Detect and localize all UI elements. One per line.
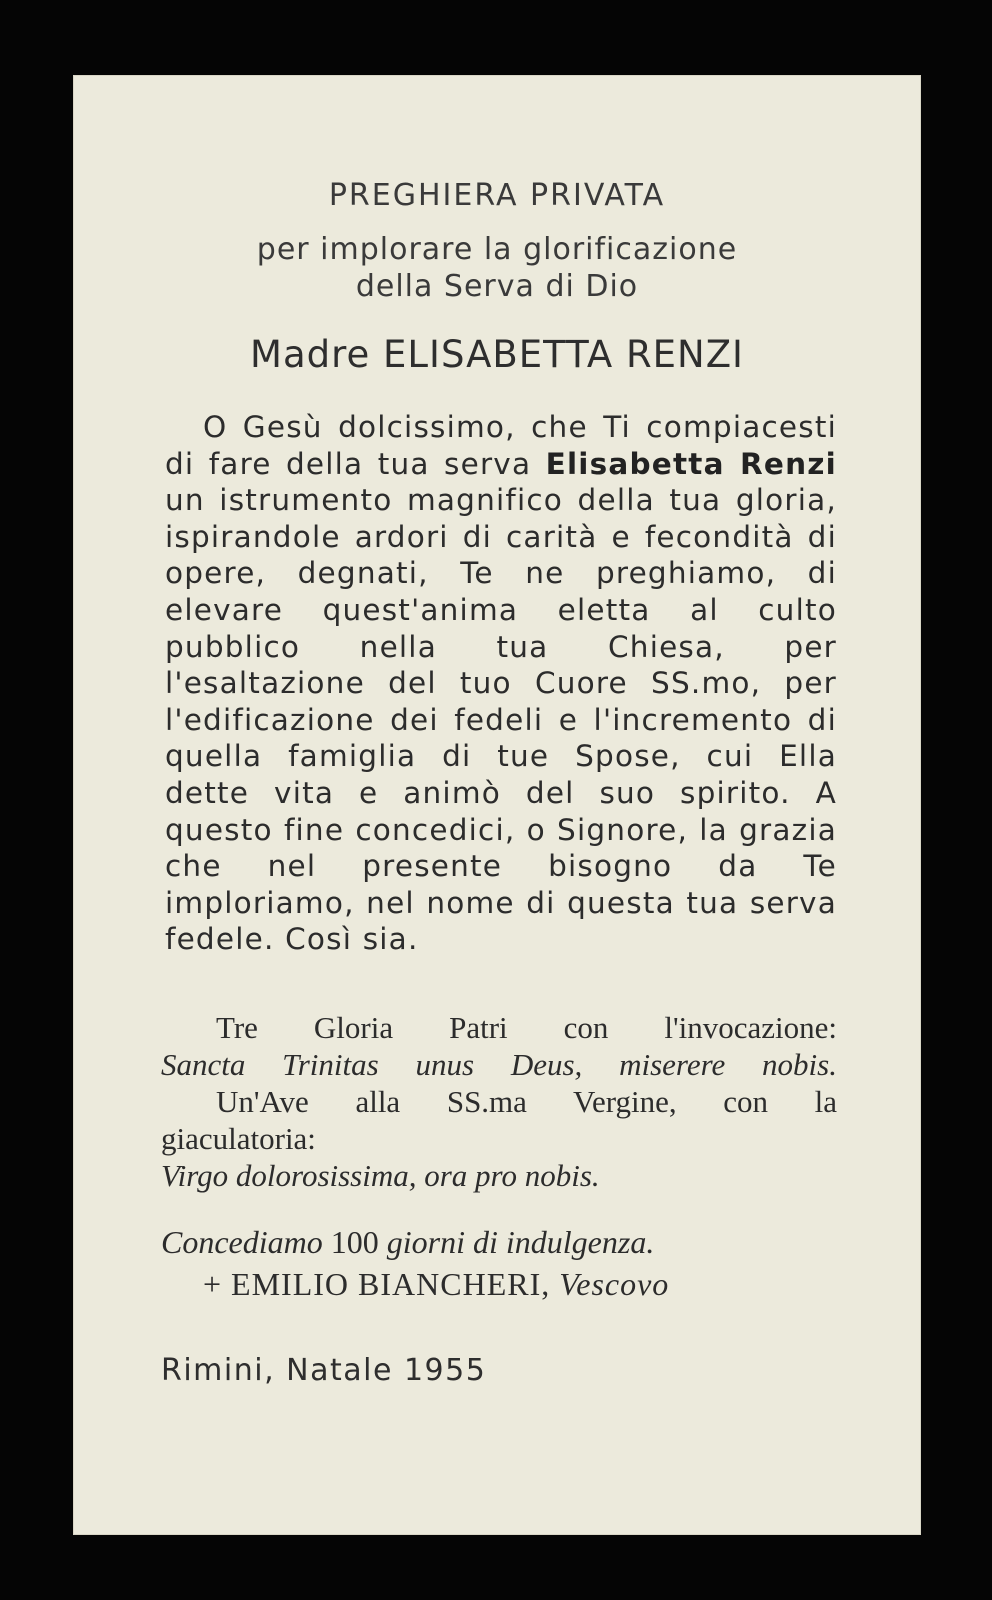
rubric-gloria-line: Tre Gloria Patri con l'invocazione:: [216, 1010, 837, 1045]
rubric-block: [161, 1009, 837, 1194]
rubric-giaculatoria-label: giaculatoria:: [161, 1121, 316, 1156]
card-subtitle: [73, 231, 921, 305]
bishop-signature: [161, 1263, 837, 1305]
cross-symbol: +: [203, 1266, 223, 1302]
rubric-invocation: Sancta Trinitas unus Deus, miserere nobis.: [161, 1047, 837, 1082]
prayer-bold-name: Elisabetta Renzi: [545, 446, 837, 481]
indulgence-days: 100: [330, 1224, 379, 1260]
prayer-card: [73, 75, 921, 1535]
indulgence-concediamo: Concediamo: [161, 1224, 323, 1260]
indulgence-line: [161, 1221, 837, 1263]
servant-name: Madre ELISABETTA RENZI: [250, 333, 744, 376]
subtitle-line-2: della Serva di Dio: [355, 269, 639, 304]
card-title: PREGHIERA PRIVATA: [328, 178, 666, 213]
bishop-name: EMILIO BIANCHERI,: [231, 1266, 551, 1302]
subtitle-line-1: per implorare la glorificazione: [256, 232, 738, 267]
indulgence-block: [161, 1221, 837, 1305]
bishop-title: Vescovo: [559, 1266, 670, 1302]
place-date: Rimini, Natale 1955: [161, 1353, 487, 1388]
prayer-text: [165, 409, 837, 958]
prayer-part-2: un istrumento magnifico della tua gloria, ispirandole ardori di carità e fecondità di opere, degnati, Te ne preghiamo, di elevare quest'anima eletta al culto pubblico nella tua Chiesa, per l'esaltazione del tuo Cuore SS.mo, per l'edificazione dei fedeli e l'incremento di quella famiglia di tue Spose, cui Ella dette vita e animò del suo spirito. A questo fine concedici, o Signore, la grazia che nel presente bisogno da Te imploriamo, nel nome di questa tua serva fedele. Così sia.: [165, 483, 837, 957]
rubric-ejaculation: Virgo dolorosissima, ora pro nobis.: [161, 1158, 600, 1193]
indulgence-rest: giorni di indulgenza.: [386, 1224, 655, 1260]
rubric-ave-line: Un'Ave alla SS.ma Vergine, con la: [216, 1084, 837, 1119]
prayer-part-1: O Gesù dolcissimo, che Ti compiacesti di fare della tua serva: [165, 410, 837, 481]
